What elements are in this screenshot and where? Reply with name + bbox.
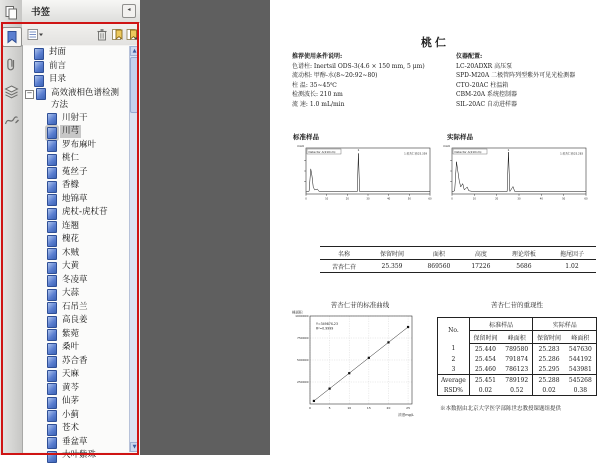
bookmark-icon <box>47 262 57 274</box>
instruments-heading: 仪器配置: <box>456 53 483 60</box>
cell: 543981 <box>565 364 597 375</box>
column-header: 保留时间 <box>368 247 416 260</box>
panel-options-button[interactable]: ◂ <box>122 4 136 18</box>
cell: 545268 <box>568 376 592 384</box>
bookmark-item[interactable] <box>23 220 129 234</box>
bookmark-label: 虎杖-虎杖苷 <box>62 207 108 217</box>
bookmark-item[interactable] <box>23 314 129 328</box>
bookmark-icon <box>47 329 57 341</box>
trash-icon <box>96 28 108 41</box>
column-header: 面积 <box>416 247 462 260</box>
scroll-up-button[interactable]: ▲ <box>130 46 139 56</box>
bookmark-label: 前言 <box>49 60 67 71</box>
bookmark-item[interactable] <box>23 206 129 220</box>
column-header: 理论塔板 <box>500 247 548 260</box>
reproducibility-table <box>437 317 597 396</box>
bookmark-icon <box>47 127 57 139</box>
standard-sample-label: 标准样品 <box>293 133 319 141</box>
bookmark-icon <box>47 451 57 463</box>
document-page <box>270 0 600 455</box>
actual-sample-label: 实际样品 <box>447 133 473 141</box>
bookmark-icon <box>34 61 44 73</box>
bookmark-icon <box>47 437 57 449</box>
column-header: 保留时间 <box>533 331 565 344</box>
new-bookmark-icon <box>111 28 124 41</box>
column-header: 高度 <box>462 247 500 260</box>
svg-text:mAU: mAU <box>443 144 451 148</box>
svg-text:R²=0.9999: R²=0.9999 <box>316 326 334 331</box>
bookmark-item[interactable] <box>23 274 129 288</box>
svg-text:0: 0 <box>309 406 311 410</box>
cell: 869560 <box>427 262 451 270</box>
cell: 苦杏仁苷 <box>331 263 356 271</box>
bookmark-icon <box>5 30 19 44</box>
bookmark-item[interactable] <box>23 355 129 369</box>
bookmark-item[interactable] <box>23 341 129 355</box>
svg-text:50: 50 <box>407 197 411 201</box>
bookmark-item[interactable] <box>23 287 129 301</box>
cell: 786123 <box>501 364 533 375</box>
bookmark-item[interactable] <box>23 328 129 342</box>
attachments-panel-button[interactable] <box>2 55 20 73</box>
bookmark-item[interactable] <box>23 247 129 261</box>
column-header: 实际样品 <box>533 318 597 331</box>
bookmark-icon <box>47 275 57 287</box>
text-line: SPD-M20A 二极管阵列型紫外可见光检测器 <box>456 72 576 79</box>
cell: 791874 <box>501 354 533 364</box>
bookmark-label: 木贼 <box>62 247 80 258</box>
cell: 25.440 <box>474 345 496 353</box>
collapse-icon[interactable]: − <box>26 88 33 97</box>
bookmark-item[interactable] <box>23 112 129 126</box>
bookmark-item[interactable] <box>23 46 129 60</box>
bookmark-label: 苍术 <box>62 423 80 433</box>
calibration-chart <box>290 308 430 430</box>
cell: 25.451 <box>474 376 496 384</box>
bookmarks-list <box>23 46 129 460</box>
text-line: 柱 温: 35~45℃ <box>292 81 337 89</box>
bookmark-label: 目录 <box>49 74 67 84</box>
svg-text:20: 20 <box>386 406 391 410</box>
bookmark-icon <box>47 167 57 179</box>
chromatogram-actual <box>442 142 592 208</box>
bookmark-icon <box>34 75 44 87</box>
cell: RSD% <box>438 385 470 396</box>
viewer-canvas <box>140 0 270 455</box>
cell: Average <box>438 375 470 386</box>
column-header: 保留时间 <box>469 331 501 344</box>
bookmark-icon <box>47 181 57 193</box>
text-line: LC-20ADXR 高压泵 <box>456 62 513 70</box>
text-line: CTO-20AC 柱温箱 <box>456 81 509 89</box>
bookmark-item[interactable] <box>23 193 129 207</box>
bookmark-icon <box>47 113 57 125</box>
svg-text:1: 1 <box>507 148 510 153</box>
cell: 25.286 <box>538 355 560 363</box>
cell: 25.288 <box>538 376 560 384</box>
bookmark-item[interactable] <box>23 368 129 382</box>
bookmark-label: 仙茅 <box>62 396 80 406</box>
cell: 789192 <box>501 375 533 386</box>
scrollbar-thumb[interactable] <box>130 57 139 113</box>
page-title: 桃仁 <box>421 36 449 49</box>
cell: 25.359 <box>381 262 403 270</box>
column-header: 拖尾因子 <box>548 247 596 260</box>
bookmark-label: 大蒜 <box>62 288 80 298</box>
svg-text:0: 0 <box>451 197 453 201</box>
instruments-block <box>456 52 596 109</box>
bookmark-label: 罗布麻叶 <box>62 139 97 150</box>
bookmark-label: 天麻 <box>62 369 80 379</box>
signatures-panel-button[interactable] <box>2 111 20 129</box>
bookmark-icon <box>34 48 44 60</box>
table-row <box>438 364 597 375</box>
calibration-title: 苦杏仁苷的标准曲线 <box>330 301 390 309</box>
options-menu-icon <box>27 28 43 41</box>
column-header: 峰面积 <box>501 331 533 344</box>
svg-text:40: 40 <box>539 197 543 201</box>
bookmark-label: 川射干 <box>62 112 88 123</box>
bookmark-label: 桃仁 <box>62 153 80 163</box>
signature-icon <box>4 113 19 127</box>
pages-icon <box>4 5 19 20</box>
bookmark-label: 槐花 <box>62 234 80 244</box>
bookmark-item[interactable] <box>23 233 129 247</box>
bookmark-item[interactable] <box>23 60 129 74</box>
bookmark-label: 小蓟 <box>62 409 80 420</box>
bookmark-item[interactable] <box>23 395 129 409</box>
svg-text:500000: 500000 <box>297 358 309 362</box>
bookmark-item[interactable] <box>23 73 129 87</box>
svg-text:60: 60 <box>428 197 432 201</box>
bookmark-item[interactable] <box>23 436 129 450</box>
layers-icon <box>4 85 19 99</box>
bookmark-icon <box>47 194 57 206</box>
cell: 0.02 <box>478 386 493 394</box>
bookmark-label: 桑叶 <box>62 342 80 352</box>
cell: 5686 <box>516 262 532 270</box>
bookmark-label: 菟丝子 <box>62 166 88 177</box>
table-row <box>438 385 597 396</box>
cell: 0.02 <box>542 386 556 394</box>
text-line: CBM-20A 系统控制器 <box>456 91 518 98</box>
cell: 1 <box>438 344 470 355</box>
peak-results-table <box>320 246 596 273</box>
table-row <box>438 354 597 364</box>
cell: 3 <box>438 364 470 375</box>
bookmarks-panel <box>0 0 140 460</box>
svg-text:10: 10 <box>347 406 352 410</box>
chromatogram-standard <box>296 142 436 208</box>
bookmark-label: 香橼 <box>62 180 80 190</box>
table-row <box>438 344 597 355</box>
bookmark-label: 垂盆草 <box>62 436 88 447</box>
bookmark-label: 连翘 <box>62 220 80 231</box>
bookmark-label: 石吊兰 <box>62 301 88 312</box>
footnote: ※本数据由北京大学医学部陈世忠教授课题组提供 <box>440 406 562 412</box>
cell: 0.52 <box>501 385 533 396</box>
cell: 0.38 <box>573 386 588 394</box>
cell: 25.295 <box>533 364 565 375</box>
svg-text:浓度mg/L: 浓度mg/L <box>398 413 414 417</box>
bookmark-item[interactable] <box>23 260 129 274</box>
svg-text:Detector A(210nm): Detector A(210nm) <box>454 149 482 154</box>
conditions-heading: 推荐使用条件说明: <box>292 53 343 60</box>
bookmark-icon <box>47 235 57 247</box>
text-line: 色谱柱: Inertsil ODS-3(4.6 × 150 mm, 5 μm) <box>292 62 425 70</box>
svg-text:30: 30 <box>366 197 370 201</box>
table-row <box>320 260 596 273</box>
bookmark-icon <box>47 316 57 328</box>
bookmark-icon <box>47 289 57 301</box>
svg-text:1:苦杏仁苷/25.283: 1:苦杏仁苷/25.283 <box>560 152 583 156</box>
bookmark-icon <box>47 221 57 233</box>
cell: 1.02 <box>565 262 579 270</box>
bookmark-item[interactable] <box>23 409 129 423</box>
bookmark-icon <box>47 424 57 436</box>
cell: 17226 <box>471 262 491 270</box>
bookmarks-panel-button[interactable] <box>2 27 22 47</box>
svg-text:30: 30 <box>517 197 521 201</box>
svg-text:5: 5 <box>328 406 331 410</box>
svg-text:Detector A(210nm): Detector A(210nm) <box>308 149 336 154</box>
column-header: 峰面积 <box>565 331 597 344</box>
svg-text:20: 20 <box>345 197 349 201</box>
conditions-block <box>292 52 452 109</box>
column-header: No. <box>438 318 470 344</box>
svg-text:mAU: mAU <box>297 144 305 148</box>
svg-text:60: 60 <box>584 197 588 201</box>
navigation-tab-strip <box>0 0 23 455</box>
cell: 2 <box>438 354 470 364</box>
cell: 25.454 <box>474 355 496 363</box>
bookmark-item[interactable] <box>23 301 129 315</box>
bookmark-item[interactable] <box>23 382 129 396</box>
svg-text:10: 10 <box>325 197 329 201</box>
text-line: 流 速: 1.0 mL/min <box>292 100 345 108</box>
svg-text:峰面积: 峰面积 <box>292 310 303 315</box>
text-line: SIL-20AC 自动进样器 <box>456 100 517 108</box>
pages-panel-button[interactable] <box>2 3 20 21</box>
bookmark-icon <box>47 370 57 382</box>
svg-text:50: 50 <box>562 197 566 201</box>
bookmark-item[interactable] <box>23 139 129 153</box>
bookmark-label: 大黄 <box>62 261 80 271</box>
svg-text:1:苦杏仁苷/25.359: 1:苦杏仁苷/25.359 <box>404 152 427 156</box>
svg-text:1: 1 <box>357 148 360 153</box>
text-line: 流动相: 甲醇-水(8~20:92~80) <box>292 72 378 79</box>
panel-title: 书签 <box>31 7 51 18</box>
svg-text:15: 15 <box>366 406 371 410</box>
bookmark-icon <box>47 343 57 355</box>
bookmark-label: 苏合香 <box>62 355 88 366</box>
bookmark-icon <box>47 383 57 395</box>
cell: 789580 <box>501 344 533 355</box>
text-line: 检测波长: 210 nm <box>292 91 343 98</box>
bookmarks-toolbar <box>22 23 138 45</box>
bookmark-icon <box>47 302 57 314</box>
bookmark-item[interactable] <box>23 166 129 180</box>
cell: 544192 <box>568 355 592 363</box>
svg-text:1000000: 1000000 <box>295 314 309 318</box>
bookmark-label: 黄芩 <box>62 382 80 393</box>
bookmark-icon <box>36 88 46 100</box>
delete-bookmark-button[interactable] <box>94 26 110 42</box>
bookmark-icon <box>47 208 57 220</box>
bookmark-label: 高良姜 <box>62 315 88 325</box>
svg-text:25: 25 <box>406 406 410 410</box>
bookmark-label: 地锦草 <box>62 193 88 204</box>
options-menu-button[interactable] <box>27 26 43 42</box>
bookmark-icon <box>47 410 57 422</box>
bookmark-icon <box>47 248 57 260</box>
column-header: 标准样品 <box>469 318 533 331</box>
bookmark-item[interactable] <box>23 125 129 139</box>
bookmark-label: 封面 <box>49 47 67 57</box>
cell: 25.460 <box>469 364 501 375</box>
column-header: 名称 <box>320 247 368 260</box>
paperclip-icon <box>4 57 18 72</box>
bookmarks-scrollbar[interactable] <box>129 46 139 452</box>
bookmark-label: 大叶紫珠 <box>62 450 97 460</box>
bookmark-item[interactable] <box>23 449 129 463</box>
layers-panel-button[interactable] <box>2 83 20 101</box>
bookmark-item[interactable] <box>23 87 129 112</box>
bookmark-label: 冬凌草 <box>62 274 88 285</box>
bookmark-label: 紫菀 <box>62 328 80 339</box>
bookmark-label: 川芎 <box>62 126 80 136</box>
panel-header <box>22 0 140 23</box>
svg-text:20: 20 <box>495 197 499 201</box>
cell: 547630 <box>568 345 592 353</box>
svg-text:250000: 250000 <box>297 380 309 384</box>
bookmark-settings-icon <box>126 28 139 41</box>
bookmark-icon <box>47 140 57 152</box>
reproducibility-title: 苦杏仁苷的重现性 <box>491 301 543 309</box>
bookmark-icon <box>47 154 57 166</box>
bookmark-settings-button[interactable] <box>124 26 140 42</box>
svg-text:40: 40 <box>387 197 391 201</box>
cell: 25.283 <box>538 345 560 353</box>
scroll-down-button[interactable]: ▼ <box>130 442 139 452</box>
bookmark-item[interactable] <box>23 422 129 436</box>
bookmark-item[interactable] <box>23 179 129 193</box>
bookmark-item[interactable] <box>23 152 129 166</box>
svg-text:750000: 750000 <box>297 336 309 340</box>
svg-text:10: 10 <box>472 197 476 201</box>
svg-text:0: 0 <box>305 197 307 201</box>
bookmark-icon <box>47 356 57 368</box>
bookmark-label: 高效液相色谱检测方法 <box>51 87 120 110</box>
bookmark-icon <box>47 397 57 409</box>
svg-text:Y=34987X-23: Y=34987X-23 <box>316 322 338 326</box>
table-row <box>438 375 597 386</box>
new-bookmark-button[interactable] <box>109 26 125 42</box>
